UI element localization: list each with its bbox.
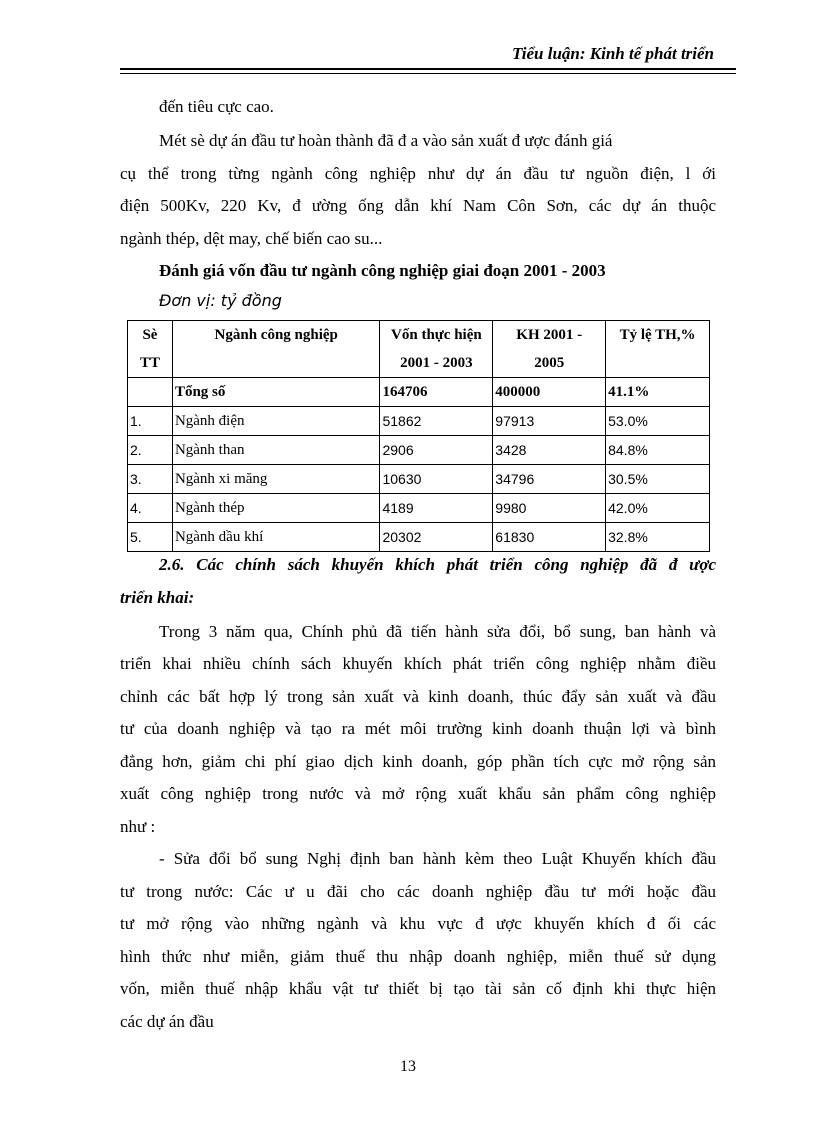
cell-plan: 3428: [493, 436, 606, 465]
paragraph-line: đẳng hơn, giảm chi phí giao dịch kinh doanh, góp phần tích cực mở rộng sản: [120, 752, 716, 771]
section-heading: triển khai:: [120, 588, 195, 607]
cell-sector: Ngành xi măng: [172, 465, 380, 494]
cell-stt: 3.: [128, 465, 173, 494]
cell-stt: 1.: [128, 407, 173, 436]
cell-actual: 4189: [380, 494, 493, 523]
cell-plan: 61830: [493, 523, 606, 552]
page-header: [120, 44, 736, 64]
table-row: [128, 436, 710, 465]
paragraph-line: triển khai nhiều chính sách khuyến khích phát triển công nghiệp nhằm điều: [120, 654, 716, 673]
paragraph-line: cụ thể trong từng ngành công nghiệp như dự án đầu tư nguồn điện, l ới: [120, 164, 716, 183]
header-actual: Vốn thực hiện 2001 - 2003: [380, 321, 493, 378]
paragraph-line: vốn, miễn thuế nhập khẩu vật tư thiết bị tạo tài sản cố định khi thực hiện: [120, 979, 716, 998]
cell-sector: Tổng số: [172, 378, 380, 407]
page-number: 13: [400, 1058, 416, 1075]
cell-plan: 34796: [493, 465, 606, 494]
paragraph-line: Mét sè dự án đầu tư hoàn thành đã đ a vào sản xuất đ ược đánh giá: [159, 131, 613, 150]
cell-ratio: 84.8%: [606, 436, 710, 465]
cell-sector: Ngành điện: [172, 407, 380, 436]
investment-table: [127, 320, 710, 552]
cell-sector: Ngành than: [172, 436, 380, 465]
cell-actual: 164706: [380, 378, 493, 407]
paragraph-line: xuất công nghiệp trong nước và mở rộng xuất khẩu sản phẩm công nghiệp: [120, 784, 716, 803]
cell-stt: 5.: [128, 523, 173, 552]
cell-stt: 2.: [128, 436, 173, 465]
header-stt: Sè TT: [128, 321, 173, 378]
cell-stt: 4.: [128, 494, 173, 523]
paragraph-line: ngành thép, dệt may, chế biến cao su...: [120, 229, 383, 248]
paragraph-line: Trong 3 năm qua, Chính phủ đã tiến hành sửa đổi, bổ sung, ban hành và: [159, 622, 716, 641]
cell-ratio: 32.8%: [606, 523, 710, 552]
paragraph-line: điện 500Kv, 220 Kv, đ ường ống dẫn khí Nam Côn Sơn, các dự án thuộc: [120, 196, 716, 215]
cell-plan: 9980: [493, 494, 606, 523]
paragraph-line: chỉnh các bất hợp lý trong sản xuất và kinh doanh, thúc đẩy sản xuất và đầu: [120, 687, 716, 706]
table-row: [128, 494, 710, 523]
header-plan: KH 2001 - 2005: [493, 321, 606, 378]
paragraph-line: như :: [120, 817, 156, 836]
header-ratio: Tỷ lệ TH,%: [606, 321, 710, 378]
table-row: [128, 407, 710, 436]
cell-stt: [128, 378, 173, 407]
cell-actual: 2906: [380, 436, 493, 465]
paragraph-line: đến tiêu cực cao.: [159, 97, 274, 116]
table-total-row: [128, 378, 710, 407]
cell-actual: 20302: [380, 523, 493, 552]
header-rule-thick: [120, 68, 736, 70]
header-title: Tiểu luận: Kinh tế phát triển: [512, 44, 714, 63]
paragraph-line: hình thức như miễn, giảm thuế thu nhập doanh nghiệp, miễn thuế sử dụng: [120, 947, 716, 966]
cell-actual: 10630: [380, 465, 493, 494]
cell-ratio: 41.1%: [606, 378, 710, 407]
paragraph-line: - Sửa đổi bổ sung Nghị định ban hành kèm theo Luật Khuyến khích đầu: [159, 849, 716, 868]
table-header-row: [128, 321, 710, 378]
cell-plan: 400000: [493, 378, 606, 407]
cell-sector: Ngành dầu khí: [172, 523, 380, 552]
table-title: Đánh giá vốn đầu tư ngành công nghiệp giai đoạn 2001 - 2003: [159, 261, 606, 280]
paragraph-line: tư mở rộng vào những ngành và khu vực đ ược khuyến khích đ ối các: [120, 914, 716, 933]
cell-plan: 97913: [493, 407, 606, 436]
section-heading: 2.6. Các chính sách khuyến khích phát triển công nghiệp đã đ ược: [159, 555, 716, 574]
cell-ratio: 53.0%: [606, 407, 710, 436]
header-sector: Ngành công nghiệp: [172, 321, 380, 378]
table-row: [128, 523, 710, 552]
cell-ratio: 42.0%: [606, 494, 710, 523]
paragraph-line: tư trong nước: Các ư u đãi cho các doanh nghiệp đầu tư mới hoặc đầu: [120, 882, 716, 901]
table-row: [128, 465, 710, 494]
table-unit: Đơn vị: tỷ đồng: [159, 291, 282, 310]
paragraph-line: các dự án đầu: [120, 1012, 214, 1031]
cell-sector: Ngành thép: [172, 494, 380, 523]
cell-actual: 51862: [380, 407, 493, 436]
header-rule-thin: [120, 73, 736, 74]
paragraph-line: tư của doanh nghiệp và tạo ra mét môi trường kinh doanh thuận lợi và bình: [120, 719, 716, 738]
cell-ratio: 30.5%: [606, 465, 710, 494]
